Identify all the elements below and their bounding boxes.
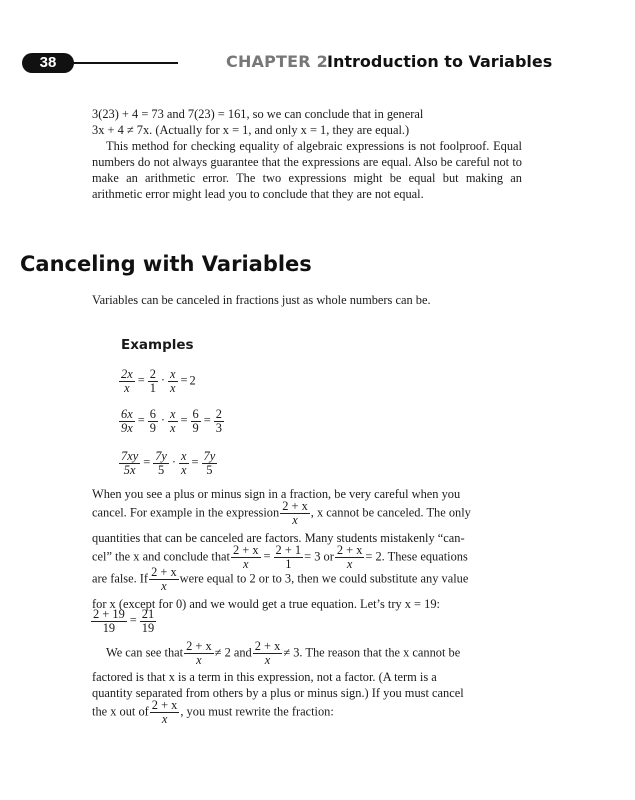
- intro-paragraph-2: This method for checking equality of algebraic expressions is not foolproof. Equal numbers do not always guarantee that the expressions are equal. Also be careful not to make an arithmetic error. The two expressions might be equal but making an arithmetic error might lead you to conclude that they are not equal.: [92, 139, 522, 201]
- body-line-1: When you see a plus or minus sign in a fraction, be very careful when you: [92, 487, 461, 501]
- body-line-11: the x out of $\frac{2 + x}{x}$ , you must rewrite the fraction:: [92, 698, 334, 726]
- page-number: 38: [22, 53, 74, 73]
- body-line-2: cancel. For example in the expression $\frac{2 + x}{x}$ , x cannot be canceled. The only: [92, 499, 471, 527]
- body-line-4: cel” the x and conclude that $\frac{2 + x}{x}$ = $\frac{2 + 1}{1}$ = 3 or $\frac{2 + x}{x}$ = 2. These equations: [92, 543, 468, 571]
- example-3: $\frac{7xy}{5x}$ = $\frac{7y}{5}$ · $\frac{x}{x}$ = $\frac{7y}{5}$: [121, 449, 216, 477]
- body-line-8: We can see that $\frac{2 + x}{x}$ ≠ 2 and $\frac{2 + x}{x}$ ≠ 3. The reason that the x cannot be: [106, 639, 461, 667]
- body-line-10: quantity separated from others by a plus or minus sign.) If you must cancel: [92, 686, 464, 700]
- body-line-9: factored is that x is a term in this expression, not a factor. (A term is a: [92, 670, 437, 684]
- example-2: $\frac{6x}{9x}$ = $\frac{6}{9}$ · $\frac{x}{x}$ = $\frac{6}{9}$ = $\frac{2}{3}$: [121, 407, 222, 435]
- body-line-7: $\frac{2 + 19}{19}$ = $\frac{21}{19}$: [93, 607, 155, 635]
- body-line-6: for x (except for 0) and we would get a true equation. Let’s try x = 19:: [92, 597, 440, 611]
- examples-label: Examples: [121, 337, 194, 353]
- intro-line-1: 3(23) + 4 = 73 and 7(23) = 161, so we can conclude that in general: [92, 107, 424, 121]
- body-line-5: are false. If $\frac{2 + x}{x}$ were equal to 2 or to 3, then we could substitute any value: [92, 565, 469, 593]
- example-1: $\frac{2x}{x}$ = $\frac{2}{1}$ · $\frac{x}{x}$ = 2: [121, 367, 196, 395]
- chapter-title: Introduction to Variables: [327, 52, 553, 71]
- section-lead: Variables can be canceled in fractions just as whole numbers can be.: [92, 293, 431, 307]
- section-title: Canceling with Variables: [20, 252, 312, 276]
- chapter-label: CHAPTER 2: [226, 52, 328, 71]
- header-rule: [70, 62, 178, 64]
- body-line-3: quantities that can be canceled are factors. Many students mistakenly “can-: [92, 531, 465, 545]
- intro-line-2: 3x + 4 ≠ 7x. (Actually for x = 1, and only x = 1, they are equal.): [92, 123, 410, 137]
